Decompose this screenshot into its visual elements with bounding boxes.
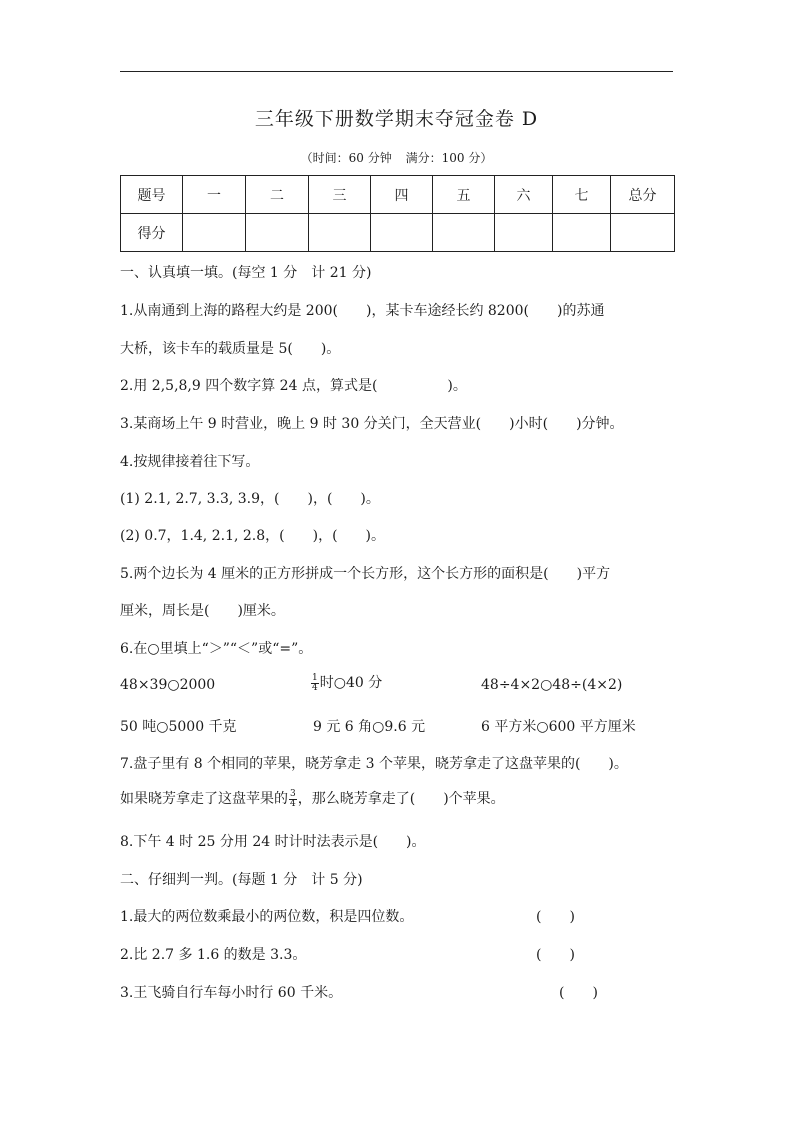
score-cell[interactable] [309, 214, 371, 252]
score-cell[interactable] [371, 214, 433, 252]
table-row [121, 176, 675, 214]
score-cell[interactable] [433, 214, 495, 252]
score-table [120, 175, 675, 252]
question-6: 6.在○里填上“＞”“＜”或“=”。 [120, 641, 313, 657]
page-title: 三年级下册数学期末夺冠金卷 D [254, 108, 539, 130]
question-2: 2.用 2,5,8,9 四个数字算 24 点，算式是( )。 [120, 378, 467, 394]
question-1-line1: 1.从南通到上海的路程大约是 200( )，某卡车途经长约 8200( )的苏通 [120, 303, 605, 319]
question-6-c: 48÷4×2○48÷(4×2) [481, 677, 623, 693]
fraction-quarter: $\frac{1}{4}$ [312, 672, 318, 693]
table-header-cell: 六 [495, 176, 553, 214]
score-cell[interactable] [246, 214, 309, 252]
table-header-cell: 五 [433, 176, 495, 214]
judge-2-answer[interactable]: ( ) [536, 947, 575, 963]
question-6-f: 6 平方米○600 平方厘米 [481, 719, 636, 735]
table-header-cell: 总分 [611, 176, 675, 214]
question-3: 3.某商场上午 9 时营业，晚上 9 时 30 分关门，全天营业( )小时( )分钟。 [120, 416, 624, 432]
question-6-e: 9 元 6 角○9.6 元 [313, 719, 426, 735]
table-row [121, 214, 675, 252]
question-7-line1: 7.盘子里有 8 个相同的苹果，晓芳拿走 3 个苹果，晓芳拿走了这盘苹果的( )。 [120, 756, 628, 772]
question-8: 8.下午 4 时 25 分用 24 时计时法表示是( )。 [120, 834, 426, 850]
table-header-cell: 二 [246, 176, 309, 214]
header-rule [120, 71, 673, 72]
judge-2: 2.比 2.7 多 1.6 的数是 3.3。 [120, 947, 307, 963]
judge-3: 3.王飞骑自行车每小时行 60 千米。 [120, 985, 343, 1001]
section1-heading: 一、认真填一填。(每空 1 分 计 21 分) [120, 265, 372, 281]
score-info: 满分：100 分） [405, 151, 493, 165]
table-header-cell: 题号 [121, 176, 183, 214]
table-header-cell: 七 [553, 176, 611, 214]
question-6-d: 50 吨○5000 千克 [120, 719, 237, 735]
question-4: 4.按规律接着往下写。 [120, 454, 260, 470]
table-header-cell: 三 [309, 176, 371, 214]
question-6-b: $\frac{1}{4}$ 时○40 分 [312, 672, 383, 693]
table-header-cell: 四 [371, 176, 433, 214]
score-cell[interactable] [611, 214, 675, 252]
judge-1: 1.最大的两位数乘最小的两位数，积是四位数。 [120, 909, 414, 925]
question-7-line2: 如果晓芳拿走了这盘苹果的 $\frac{3}{4}$ ，那么晓芳拿走了( )个苹果。 [120, 788, 505, 809]
judge-3-answer[interactable]: ( ) [559, 985, 598, 1001]
fraction-three-quarters: $\frac{3}{4}$ [290, 788, 296, 809]
judge-1-answer[interactable]: ( ) [536, 909, 575, 925]
score-cell[interactable] [553, 214, 611, 252]
table-header-cell: 一 [183, 176, 246, 214]
score-row-label: 得分 [121, 214, 183, 252]
section2-heading: 二、仔细判一判。(每题 1 分 计 5 分) [120, 872, 363, 888]
question-5-line2: 厘米，周长是( )厘米。 [120, 603, 285, 619]
question-1-line2: 大桥，该卡车的载质量是 5( )。 [120, 341, 341, 357]
time-info: （时间：60 分钟 [300, 151, 392, 165]
question-5-line1: 5.两个边长为 4 厘米的正方形拼成一个长方形，这个长方形的面积是( )平方 [120, 566, 611, 582]
score-cell[interactable] [183, 214, 246, 252]
question-4-2: (2) 0.7，1.4, 2.1, 2.8，( )，( )。 [120, 528, 385, 544]
score-cell[interactable] [495, 214, 553, 252]
question-6-a: 48×39○2000 [120, 677, 216, 693]
question-4-1: (1) 2.1, 2.7, 3.3, 3.9，( )，( )。 [120, 491, 380, 507]
exam-info [0, 149, 793, 166]
